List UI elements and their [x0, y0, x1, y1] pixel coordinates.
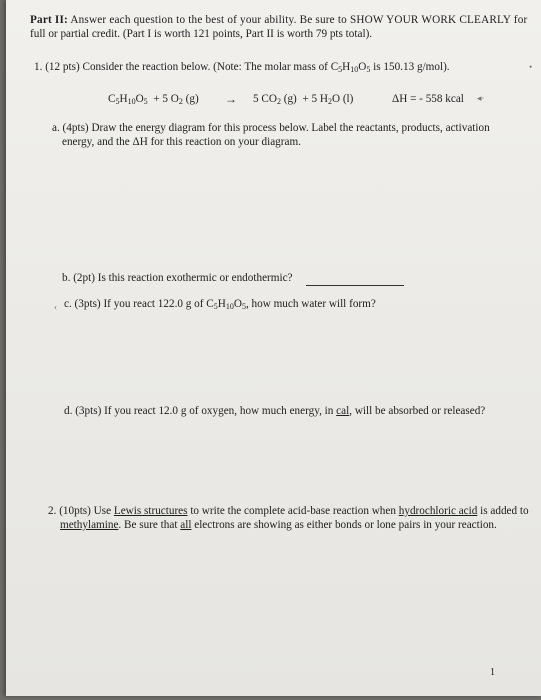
- page-number: 1: [490, 667, 495, 678]
- question-2-line-2: methylamine. Be sure that all electrons are showing as either bonds or lone pairs in your reaction.: [60, 519, 497, 531]
- delta-h-value: ΔH = - 558 kcal: [392, 93, 464, 105]
- part-d-question: d. (3pts) If you react 12.0 g of oxygen, how much energy, in cal, will be absorbed or released?: [64, 405, 486, 417]
- equation-reactants: $C_5H_{10}O_5 + 5$ $O_2$ (g): [108, 93, 199, 106]
- question-2-line-1: 2. (10pts) Use Lewis structures to write the complete acid-base reaction when hydrochloric acid is added to: [48, 505, 529, 517]
- stray-mark-2: ◂·: [477, 93, 485, 103]
- instructions-text-1: Answer each question to the best of your ability. Be sure to SHOW YOUR WORK CLEARLY for: [70, 14, 528, 26]
- part-c-question: c. (3pts) If you react 122.0 g of $C_5H_{10}O_5$, how much water will form?: [64, 298, 376, 311]
- part-b-answer-blank[interactable]: [306, 285, 404, 286]
- part-a-line-1: a. (4pts) Draw the energy diagram for this process below. Label the reactants, products, activation: [52, 122, 490, 134]
- worksheet-page: [6, 0, 541, 696]
- equation-products: 5 $CO_2$ (g) + 5 $H_2O$ (l): [253, 93, 354, 106]
- part-b-question: b. (2pt) Is this reaction exothermic or endothermic?: [62, 272, 293, 284]
- reaction-arrow: →: [225, 92, 237, 106]
- question-1-prompt: 1. (12 pts) Consider the reaction below. (Note: The molar mass of $C_5H_{10}O_5$ is 150.13 g/mol).: [34, 61, 450, 74]
- stray-mark: •: [529, 62, 533, 72]
- part-label: Part II:: [30, 14, 68, 26]
- instructions-line-1: [30, 14, 527, 27]
- stray-mark-3: ‹: [54, 302, 57, 312]
- part-a-line-2: energy, and the ΔH for this reaction on your diagram.: [62, 136, 301, 148]
- instructions-line-2: full or partial credit. (Part I is worth 121 points, Part II is worth 79 pts total).: [30, 28, 373, 40]
